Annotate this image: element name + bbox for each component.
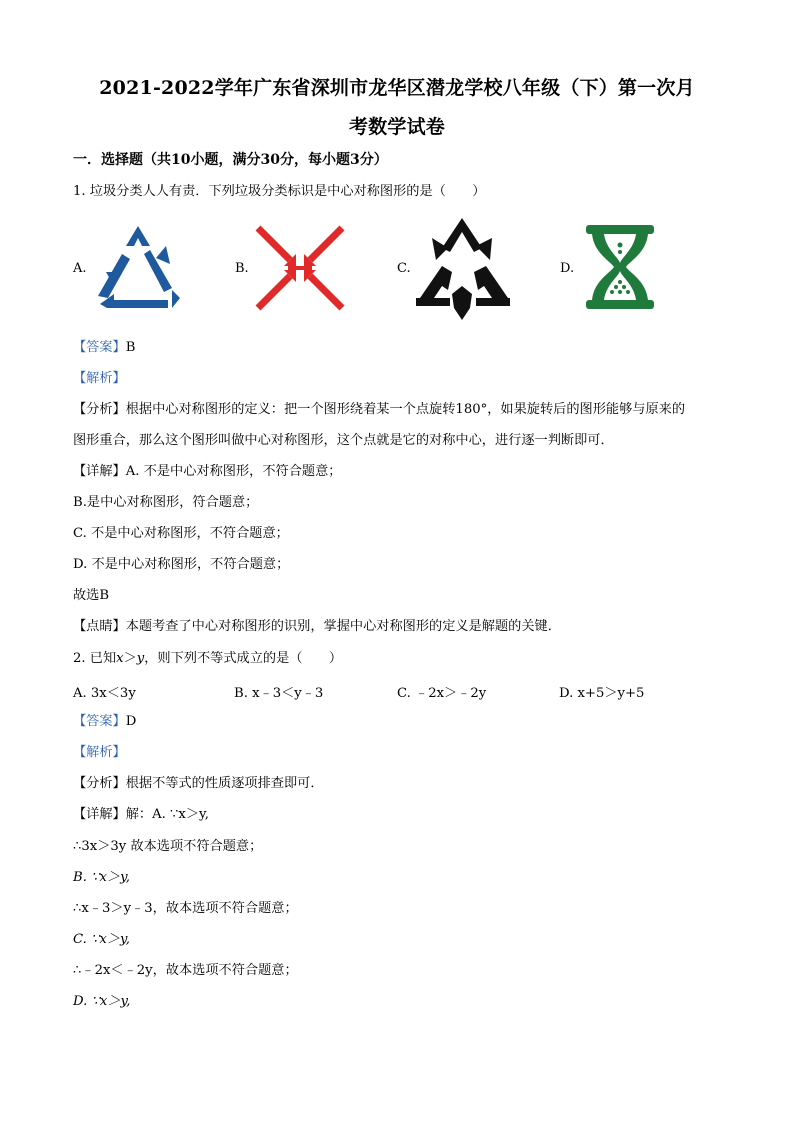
q2-step-6: D. ∵x＞y,	[73, 994, 131, 1009]
q1-fenxi-line2: 图形重合，那么这个图形叫做中心对称图形，这个点就是它的对称中心，进行逐一判断即可．	[73, 433, 614, 448]
fenxi-text: 根据不等式的性质逐项排查即可．	[125, 776, 324, 791]
analysis-tag: 【解析】	[73, 371, 126, 386]
answer-tag: 【答案】	[73, 340, 126, 355]
dianjing-text: 本题考查了中心对称图形的识别，掌握中心对称图形的定义是解题的关键．	[125, 619, 561, 634]
q2-step-3: ∴x﹣3＞y﹣3，故本选项不符合题意；	[73, 901, 298, 916]
q2-xiangjie	[73, 806, 209, 824]
q1-fenxi-line1	[73, 401, 685, 419]
hourglass-icon	[584, 225, 656, 309]
q2-step-2: B. ∵x＞y,	[73, 870, 130, 885]
fenxi-tag: 【分析】	[73, 776, 126, 791]
q2-stem-x: x	[116, 651, 124, 666]
section-heading: 一．选择题（共10小题，满分30分，每小题3分）	[73, 152, 388, 168]
q1-line-c: C. 不是中心对称图形，不符合题意；	[73, 526, 289, 541]
q2-stem-y: y	[136, 651, 145, 666]
q1-option-c-label: C.	[397, 261, 411, 276]
xiangjie-text: 解：A. ∵x＞y,	[125, 807, 209, 822]
answer-value: D	[125, 714, 137, 729]
q1-dianjing	[73, 618, 561, 636]
xiangjie-tag: 【详解】	[73, 807, 126, 822]
q2-option-c: C. ﹣2x＞﹣2y	[397, 686, 487, 701]
q1-option-b-label: B.	[235, 261, 249, 276]
answer-value: B	[125, 340, 136, 355]
q2-option-b: B. x﹣3＜y﹣3	[234, 686, 324, 701]
q2-stem-post: ，则下列不等式成立的是（ ）	[144, 651, 343, 666]
q2-step-5: ∴﹣2x＜﹣2y，故本选项不符合题意；	[73, 963, 298, 978]
q2-stem-gt: ＞	[123, 651, 137, 666]
fenxi-tag: 【分析】	[73, 402, 126, 417]
q1-option-d-label: D.	[560, 261, 575, 276]
q2-answer	[73, 713, 136, 731]
q2-step-4: C. ∵x＞y,	[73, 932, 130, 947]
recycle-triangle-icon	[92, 224, 184, 308]
four-arrows-icon	[254, 224, 346, 312]
xiangjie-text: A. 不是中心对称图形，不符合题意；	[125, 464, 342, 479]
q1-xiangjie	[73, 463, 341, 481]
q1-answer	[73, 339, 135, 357]
q2-stem	[73, 650, 342, 668]
hazard-recycle-icon	[416, 216, 512, 320]
q2-option-d: D. x+5＞y+5	[559, 686, 645, 701]
q2-stem-pre: 2. 已知	[73, 651, 117, 666]
xiangjie-tag: 【详解】	[73, 464, 126, 479]
document-title-line2: 考数学试卷	[348, 116, 445, 138]
answer-tag: 【答案】	[73, 714, 126, 729]
q1-option-a-label: A.	[73, 261, 87, 276]
dianjing-tag: 【点睛】	[73, 619, 126, 634]
analysis-tag: 【解析】	[73, 745, 126, 760]
q2-fenxi	[73, 775, 324, 793]
q1-line-b: B.是中心对称图形，符合题意；	[73, 495, 259, 510]
q2-analysis-tag	[73, 744, 126, 762]
q1-stem: 1. 垃圾分类人人有责．下列垃圾分类标识是中心对称图形的是（ ）	[73, 184, 486, 199]
document-title-line1: 2021-2022学年广东省深圳市龙华区潜龙学校八年级（下）第一次月	[99, 77, 695, 99]
q2-step-1: ∴3x＞3y 故本选项不符合题意；	[73, 839, 263, 854]
fenxi-text: 根据中心对称图形的定义：把一个图形绕着某一个点旋转180°，如果旋转后的图形能够与原来的	[125, 402, 686, 417]
q1-choose: 故选B	[73, 588, 110, 603]
q1-analysis-tag	[73, 370, 126, 388]
q2-option-a: A. 3x＜3y	[73, 686, 136, 701]
q1-line-d: D. 不是中心对称图形，不符合题意；	[73, 557, 290, 572]
